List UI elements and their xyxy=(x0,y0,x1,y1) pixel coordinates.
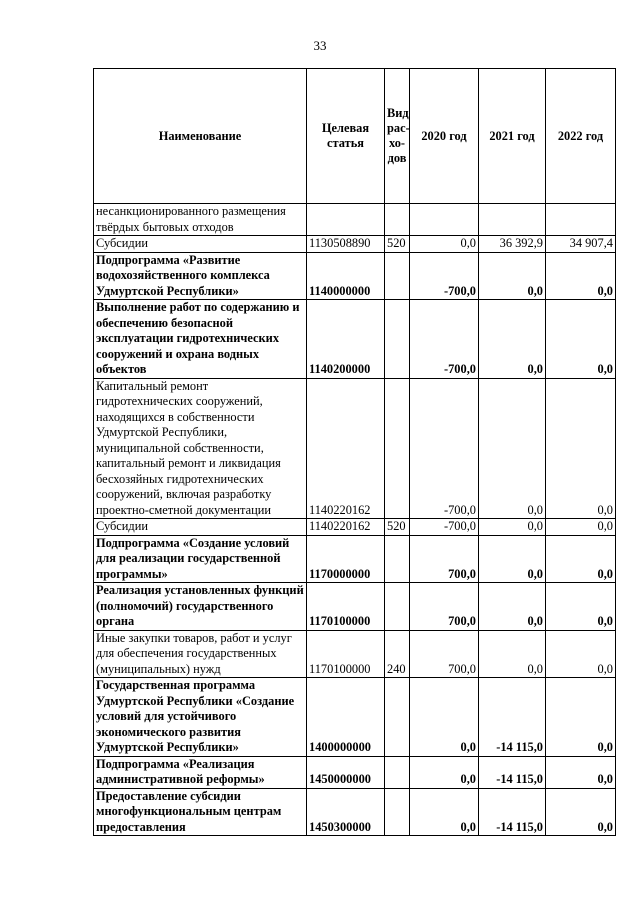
row-value-2020: -700,0 xyxy=(410,252,479,300)
row-target-article: 1450300000 xyxy=(307,788,385,836)
table-row xyxy=(94,535,616,583)
row-value-2022: 0,0 xyxy=(546,630,616,678)
row-value-2020 xyxy=(410,204,479,236)
row-target-article xyxy=(307,204,385,236)
row-value-2021: 0,0 xyxy=(479,630,546,678)
row-value-2022: 0,0 xyxy=(546,535,616,583)
table-row xyxy=(94,630,616,678)
row-value-2021: 0,0 xyxy=(479,378,546,519)
row-value-2022: 0,0 xyxy=(546,300,616,379)
row-value-2021: -14 115,0 xyxy=(479,788,546,836)
row-value-2021 xyxy=(479,204,546,236)
row-value-2020: 0,0 xyxy=(410,678,479,757)
row-value-2020: 700,0 xyxy=(410,535,479,583)
row-value-2022: 0,0 xyxy=(546,252,616,300)
row-expense-type xyxy=(385,378,410,519)
row-value-2020: -700,0 xyxy=(410,300,479,379)
table-row xyxy=(94,756,616,788)
header-name: Наименование xyxy=(94,69,307,204)
row-expense-type xyxy=(385,204,410,236)
header-2020: 2020 год xyxy=(410,69,479,204)
row-target-article: 1450000000 xyxy=(307,756,385,788)
row-value-2021: 0,0 xyxy=(479,519,546,536)
table-row xyxy=(94,519,616,536)
page-number: 33 xyxy=(313,38,327,53)
row-name: Подпрограмма «Реализация административной реформы» xyxy=(94,756,307,788)
row-expense-type xyxy=(385,756,410,788)
table-row xyxy=(94,583,616,631)
row-name: Субсидии xyxy=(94,236,307,253)
row-value-2020: -700,0 xyxy=(410,378,479,519)
table-row xyxy=(94,300,616,379)
row-expense-type xyxy=(385,583,410,631)
table-row xyxy=(94,252,616,300)
row-value-2022: 0,0 xyxy=(546,756,616,788)
row-value-2022 xyxy=(546,204,616,236)
row-target-article: 1170000000 xyxy=(307,535,385,583)
row-expense-type xyxy=(385,678,410,757)
budget-table xyxy=(93,68,616,836)
table-header-row xyxy=(94,69,616,204)
row-expense-type xyxy=(385,252,410,300)
row-value-2020: 0,0 xyxy=(410,756,479,788)
table-body xyxy=(94,204,616,836)
row-target-article: 1140200000 xyxy=(307,300,385,379)
row-name: несанкционированного размещения твёрдых бытовых отходов xyxy=(94,204,307,236)
row-name: Подпрограмма «Создание условий для реализации государственной программы» xyxy=(94,535,307,583)
row-expense-type xyxy=(385,300,410,379)
header-expense-type: Вид рас-хо-дов xyxy=(385,69,410,204)
row-name: Субсидии xyxy=(94,519,307,536)
row-value-2022: 34 907,4 xyxy=(546,236,616,253)
row-value-2020: -700,0 xyxy=(410,519,479,536)
row-target-article: 1140220162 xyxy=(307,378,385,519)
row-name: Реализация установленных функций (полномочий) государственного органа xyxy=(94,583,307,631)
row-name: Капитальный ремонт гидротехнических сооружений, находящихся в собственности Удмуртской Республики, муниципальной собственности, капитальный ремонт и ликвидация бесхозяйных гидротехнических сооружений, включая разработку проектно-сметной документации xyxy=(94,378,307,519)
row-value-2021: -14 115,0 xyxy=(479,678,546,757)
row-target-article: 1170100000 xyxy=(307,630,385,678)
row-target-article: 1140220162 xyxy=(307,519,385,536)
row-value-2022: 0,0 xyxy=(546,583,616,631)
row-name: Иные закупки товаров, работ и услуг для обеспечения государственных (муниципальных) нужд xyxy=(94,630,307,678)
row-value-2020: 700,0 xyxy=(410,583,479,631)
row-value-2021: 36 392,9 xyxy=(479,236,546,253)
row-name: Выполнение работ по содержанию и обеспечению безопасной эксплуатации гидротехнических сооружений и охрана водных объектов xyxy=(94,300,307,379)
row-value-2020: 0,0 xyxy=(410,788,479,836)
row-value-2022: 0,0 xyxy=(546,519,616,536)
row-value-2022: 0,0 xyxy=(546,678,616,757)
row-value-2021: -14 115,0 xyxy=(479,756,546,788)
row-name: Предоставление субсидии многофункциональным центрам предоставления xyxy=(94,788,307,836)
table-row xyxy=(94,378,616,519)
row-expense-type: 240 xyxy=(385,630,410,678)
row-value-2021: 0,0 xyxy=(479,583,546,631)
table-row xyxy=(94,678,616,757)
row-target-article: 1130508890 xyxy=(307,236,385,253)
header-target-article: Целевая статья xyxy=(307,69,385,204)
header-2021: 2021 год xyxy=(479,69,546,204)
row-value-2021: 0,0 xyxy=(479,535,546,583)
table-row xyxy=(94,788,616,836)
header-2022: 2022 год xyxy=(546,69,616,204)
row-name: Государственная программа Удмуртской Республики «Создание условий для устойчивого экономического развития Удмуртской Республики» xyxy=(94,678,307,757)
row-expense-type xyxy=(385,788,410,836)
table-row xyxy=(94,236,616,253)
row-target-article: 1140000000 xyxy=(307,252,385,300)
row-value-2021: 0,0 xyxy=(479,252,546,300)
row-name: Подпрограмма «Развитие водохозяйственного комплекса Удмуртской Республики» xyxy=(94,252,307,300)
table-row xyxy=(94,204,616,236)
row-target-article: 1170100000 xyxy=(307,583,385,631)
row-value-2020: 0,0 xyxy=(410,236,479,253)
row-expense-type xyxy=(385,535,410,583)
row-value-2022: 0,0 xyxy=(546,378,616,519)
row-value-2022: 0,0 xyxy=(546,788,616,836)
row-expense-type: 520 xyxy=(385,236,410,253)
row-target-article: 1400000000 xyxy=(307,678,385,757)
row-expense-type: 520 xyxy=(385,519,410,536)
row-value-2020: 700,0 xyxy=(410,630,479,678)
row-value-2021: 0,0 xyxy=(479,300,546,379)
